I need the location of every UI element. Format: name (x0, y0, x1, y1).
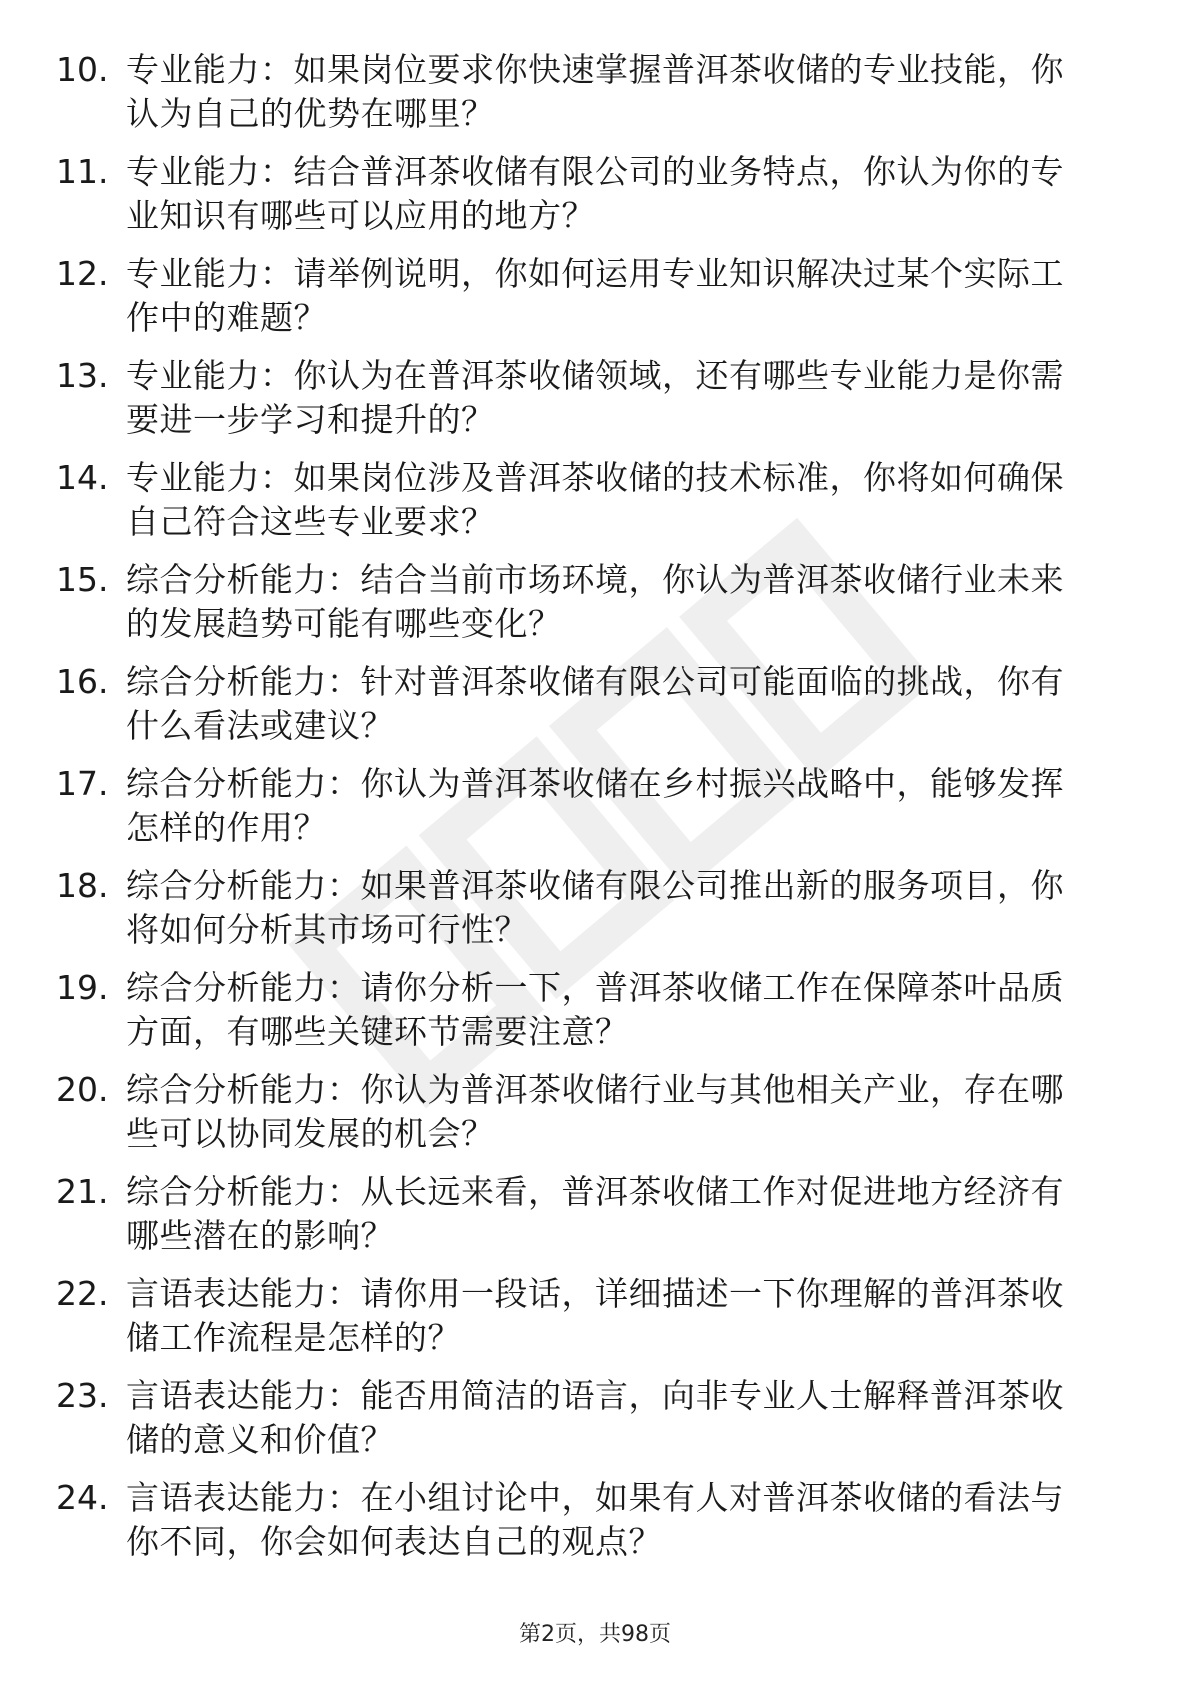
question-text-line-1: 综合分析能力：从长远来看，普洱茶收储工作对促进地方经济有 (126, 1172, 1064, 1211)
question-text-line-1: 言语表达能力：在小组讨论中，如果有人对普洱茶收储的看法与 (126, 1478, 1064, 1517)
question-text-line-1: 专业能力：请举例说明，你如何运用专业知识解决过某个实际工 (126, 254, 1064, 293)
question-item (56, 1272, 1136, 1374)
question-number: 21. (56, 1172, 109, 1211)
question-item (56, 1374, 1136, 1476)
question-text-line-1: 综合分析能力：如果普洱茶收储有限公司推出新的服务项目，你 (126, 866, 1064, 905)
page-footer (0, 1620, 1190, 1650)
question-text-line-2: 要进一步学习和提升的？ (126, 400, 495, 439)
question-item (56, 1068, 1136, 1170)
question-text-line-1: 综合分析能力：你认为普洱茶收储行业与其他相关产业，存在哪 (126, 1070, 1064, 1109)
question-text-line-2: 些可以协同发展的机会？ (126, 1114, 495, 1153)
question-text-line-2: 储工作流程是怎样的？ (126, 1318, 461, 1357)
question-text-line-2: 作中的难题？ (126, 298, 327, 337)
question-text-line-1: 专业能力：你认为在普洱茶收储领域，还有哪些专业能力是你需 (126, 356, 1064, 395)
question-item (56, 762, 1136, 864)
question-number: 18. (56, 866, 109, 905)
question-item (56, 558, 1136, 660)
question-number: 16. (56, 662, 109, 701)
question-text-line-1: 综合分析能力：请你分析一下，普洱茶收储工作在保障茶叶品质 (126, 968, 1064, 1007)
question-number: 14. (56, 458, 109, 497)
question-number: 20. (56, 1070, 109, 1109)
question-text-line-1: 言语表达能力：请你用一段话，详细描述一下你理解的普洱茶收 (126, 1274, 1064, 1313)
question-text-line-1: 专业能力：如果岗位涉及普洱茶收储的技术标准，你将如何确保 (126, 458, 1064, 497)
question-text-line-1: 综合分析能力：针对普洱茶收储有限公司可能面临的挑战，你有 (126, 662, 1064, 701)
question-number: 11. (56, 152, 109, 191)
question-text-line-1: 综合分析能力：你认为普洱茶收储在乡村振兴战略中，能够发挥 (126, 764, 1064, 803)
question-text-line-2: 认为自己的优势在哪里？ (126, 94, 495, 133)
question-number: 12. (56, 254, 109, 293)
question-item (56, 252, 1136, 354)
question-text-line-2: 你不同，你会如何表达自己的观点？ (126, 1522, 662, 1561)
question-text-line-2: 自己符合这些专业要求？ (126, 502, 495, 541)
question-number: 15. (56, 560, 109, 599)
question-item (56, 864, 1136, 966)
question-text-line-2: 哪些潜在的影响？ (126, 1216, 394, 1255)
question-number: 17. (56, 764, 109, 803)
question-list (56, 48, 1136, 1578)
question-item (56, 456, 1136, 558)
question-text-line-2: 的发展趋势可能有哪些变化？ (126, 604, 562, 643)
question-text-line-2: 方面，有哪些关键环节需要注意？ (126, 1012, 629, 1051)
question-item (56, 966, 1136, 1068)
question-item (56, 1170, 1136, 1272)
question-number: 10. (56, 50, 109, 89)
question-item (56, 354, 1136, 456)
question-item (56, 660, 1136, 762)
question-number: 13. (56, 356, 109, 395)
question-number: 19. (56, 968, 109, 1007)
question-item (56, 150, 1136, 252)
question-text-line-2: 将如何分析其市场可行性？ (126, 910, 528, 949)
question-item (56, 48, 1136, 150)
question-text-line-2: 业知识有哪些可以应用的地方？ (126, 196, 595, 235)
question-item (56, 1476, 1136, 1578)
question-number: 24. (56, 1478, 109, 1517)
question-text-line-2: 怎样的作用？ (126, 808, 327, 847)
question-text-line-1: 言语表达能力：能否用简洁的语言，向非专业人士解释普洱茶收 (126, 1376, 1064, 1415)
question-number: 23. (56, 1376, 109, 1415)
question-text-line-2: 什么看法或建议？ (126, 706, 394, 745)
page-number-label: 第2页，共98页 (519, 1622, 671, 1647)
question-text-line-2: 储的意义和价值？ (126, 1420, 394, 1459)
question-number: 22. (56, 1274, 109, 1313)
question-text-line-1: 专业能力：如果岗位要求你快速掌握普洱茶收储的专业技能，你 (126, 50, 1064, 89)
question-text-line-1: 专业能力：结合普洱茶收储有限公司的业务特点，你认为你的专 (126, 152, 1064, 191)
question-text-line-1: 综合分析能力：结合当前市场环境，你认为普洱茶收储行业未来 (126, 560, 1064, 599)
